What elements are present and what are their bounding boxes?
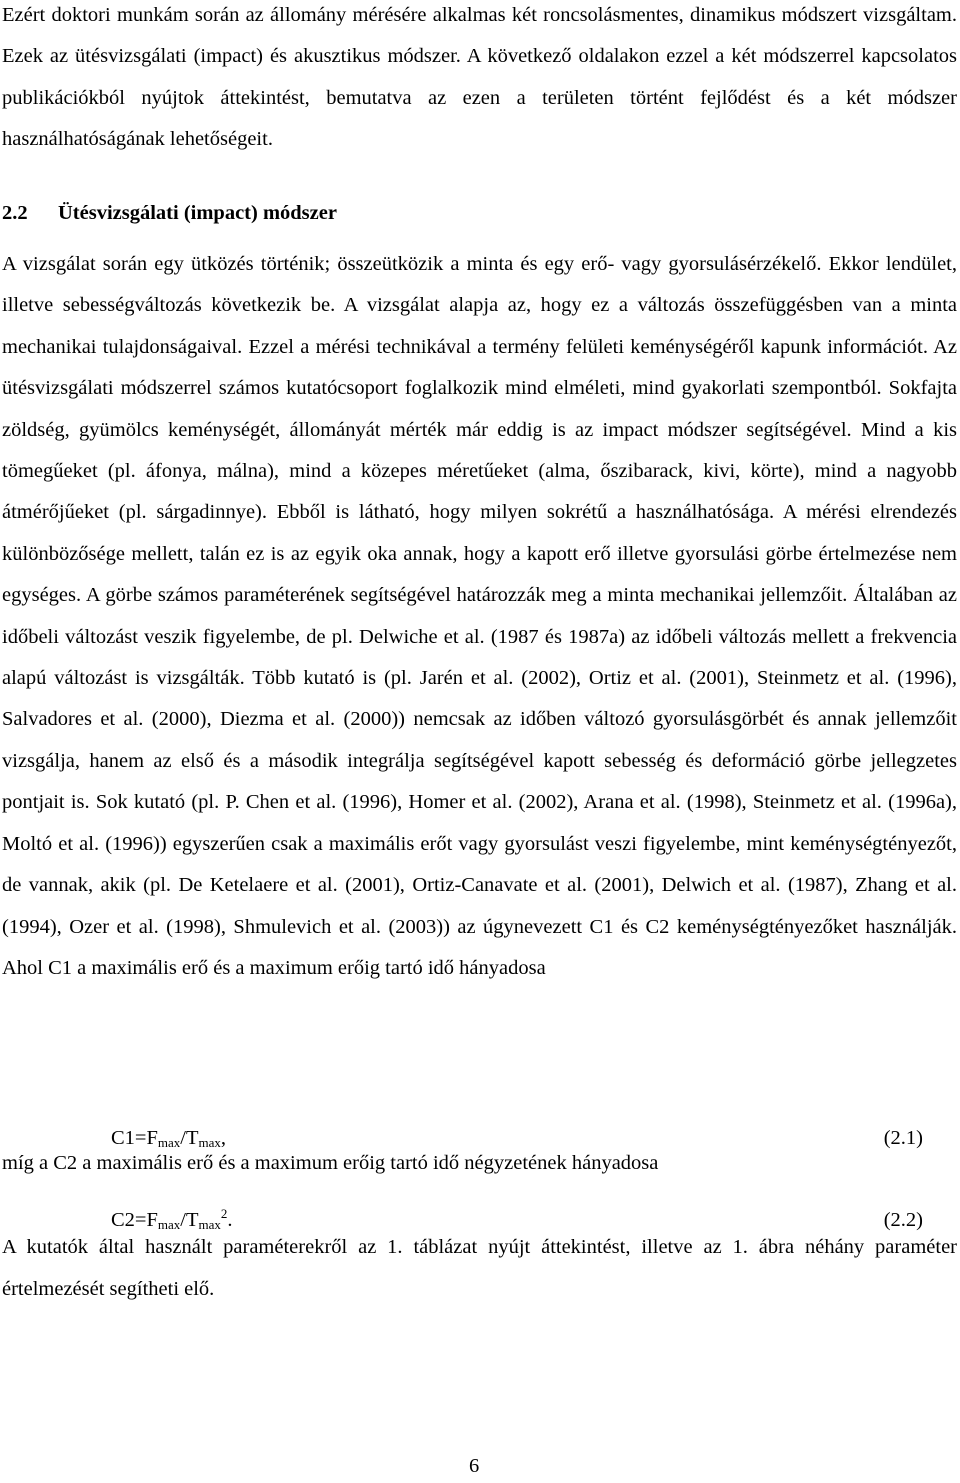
closing-paragraph: A kutatók által használt paraméterekről az 1. táblázat nyújt áttekintést, illetve az 1. ábra néhány paraméter értelmezését segítheti elő.: [2, 1236, 957, 1300]
formula-c1-slash: /T: [180, 1127, 199, 1149]
intro-paragraph: Ezért doktori munkám során az állomány mérésére alkalmas két roncsolásmentes, dinamikus módszert vizsgáltam. Ezek az ütésvizsgálati (impact) és akusztikus módszer. A következő oldalakon ezzel a két módszerrel kapcsolatos publikációkból nyújtok áttekintést, bemutatva az ezen a területen történt fejlődést és a két módszer használhatóságának lehetőségeit.: [2, 4, 957, 151]
formula-c2-sub-t: max: [198, 1217, 221, 1232]
page-number: 6: [469, 1455, 480, 1477]
formula-c1-sub-f: max: [157, 1135, 181, 1150]
formula-c1-lhs: C1=F: [111, 1127, 158, 1149]
section-number: 2.2: [2, 202, 28, 224]
equation-number-2-2: (2.2): [883, 1209, 923, 1231]
formula-c2-sub-f: max: [157, 1217, 181, 1232]
section-heading: [2, 199, 337, 227]
formula-c2-tail: .: [227, 1209, 233, 1231]
formula-c2-exponent: 2: [220, 1206, 228, 1221]
section-title: Ütésvizsgálati (impact) módszer: [58, 202, 337, 224]
formula-c2-slash: /T: [180, 1209, 199, 1231]
equation-number-2-1: (2.1): [883, 1127, 923, 1149]
body-paragraph: A vizsgálat során egy ütközés történik; összeütközik a minta és egy erő- vagy gyorsulásérzékelő. Ekkor lendület, illetve sebességváltozás következik be. A vizsgálat alapja az, hogy ez a változás összefüggésben van a minta mechanikai tulajdonságaival. Ezzel a mérési technikával a termény felületi keménységéről kapunk információt. Az ütésvizsgálati módszerrel számos kutatócsoport foglalkozik mind elméleti, mind gyakorlati szempontból. Sokfajta zöldség, gyümölcs keménységét, állományát mérték már eddig is az impact módszer segítségével. Mind a kis tömegűeket (pl. áfonya, málna), mind a közepes méretűeket (alma, őszibarack, kivi, körte), mind a nagyobb átmérőjűeket (pl. sárgadinnye). Ebből is látható, hogy milyen sokrétű a használhatósága. A mérési elrendezés különbözősége mellett, talán ez is az egyik oka annak, hogy a kapott erő illetve gyorsulási görbe értelmezése nem egységes. A görbe számos paraméterének segítségével határozzák meg a minta mechanikai jellemzőit. Általában az időbeli változást veszik figyelembe, de pl. Delwiche et al. (1987 és 1987a) az időbeli változás mellett a frekvencia alapú változást is vizsgálták. Több kutató is (pl. Jarén et al. (2002), Ortiz et al. (2001), Steinmetz et al. (1996), Salvadores et al. (2000), Diezma et al. (2000)) nemcsak az időben változó gyorsulásgörbét és annak jellemzőit vizsgálja, hanem az első és a második integrálja segítségével kapott sebesség és deformáció görbe jellegzetes pontjait is. Sok kutató (pl. P. Chen et al. (1996), Homer et al. (2002), Arana et al. (1998), Steinmetz et al. (1996a), Moltó et al. (1996)) egyszerűen csak a maximális erőt vagy gyorsulást veszi figyelembe, mint keménységtényezőt, de vannak, akik (pl. De Ketelaere et al. (2001), Ortiz-Canavate et al. (2001), Delwich et al. (1987), Zhang et al. (1994), Ozer et al. (1998), Shmulevich et al. (2003)) az úgynevezett C1 és C2 keménységtényezőket használják. Ahol C1 a maximális erő és a maximum erőig tartó idő hányadosa: [2, 253, 957, 979]
between-text: míg a C2 a maximális erő és a maximum erőig tartó idő négyzetének hányadosa: [2, 1152, 659, 1174]
formula-c1-tail: ,: [220, 1127, 227, 1149]
formula-c2-lhs: C2=F: [111, 1209, 158, 1231]
formula-c1-sub-t: max: [198, 1135, 221, 1150]
